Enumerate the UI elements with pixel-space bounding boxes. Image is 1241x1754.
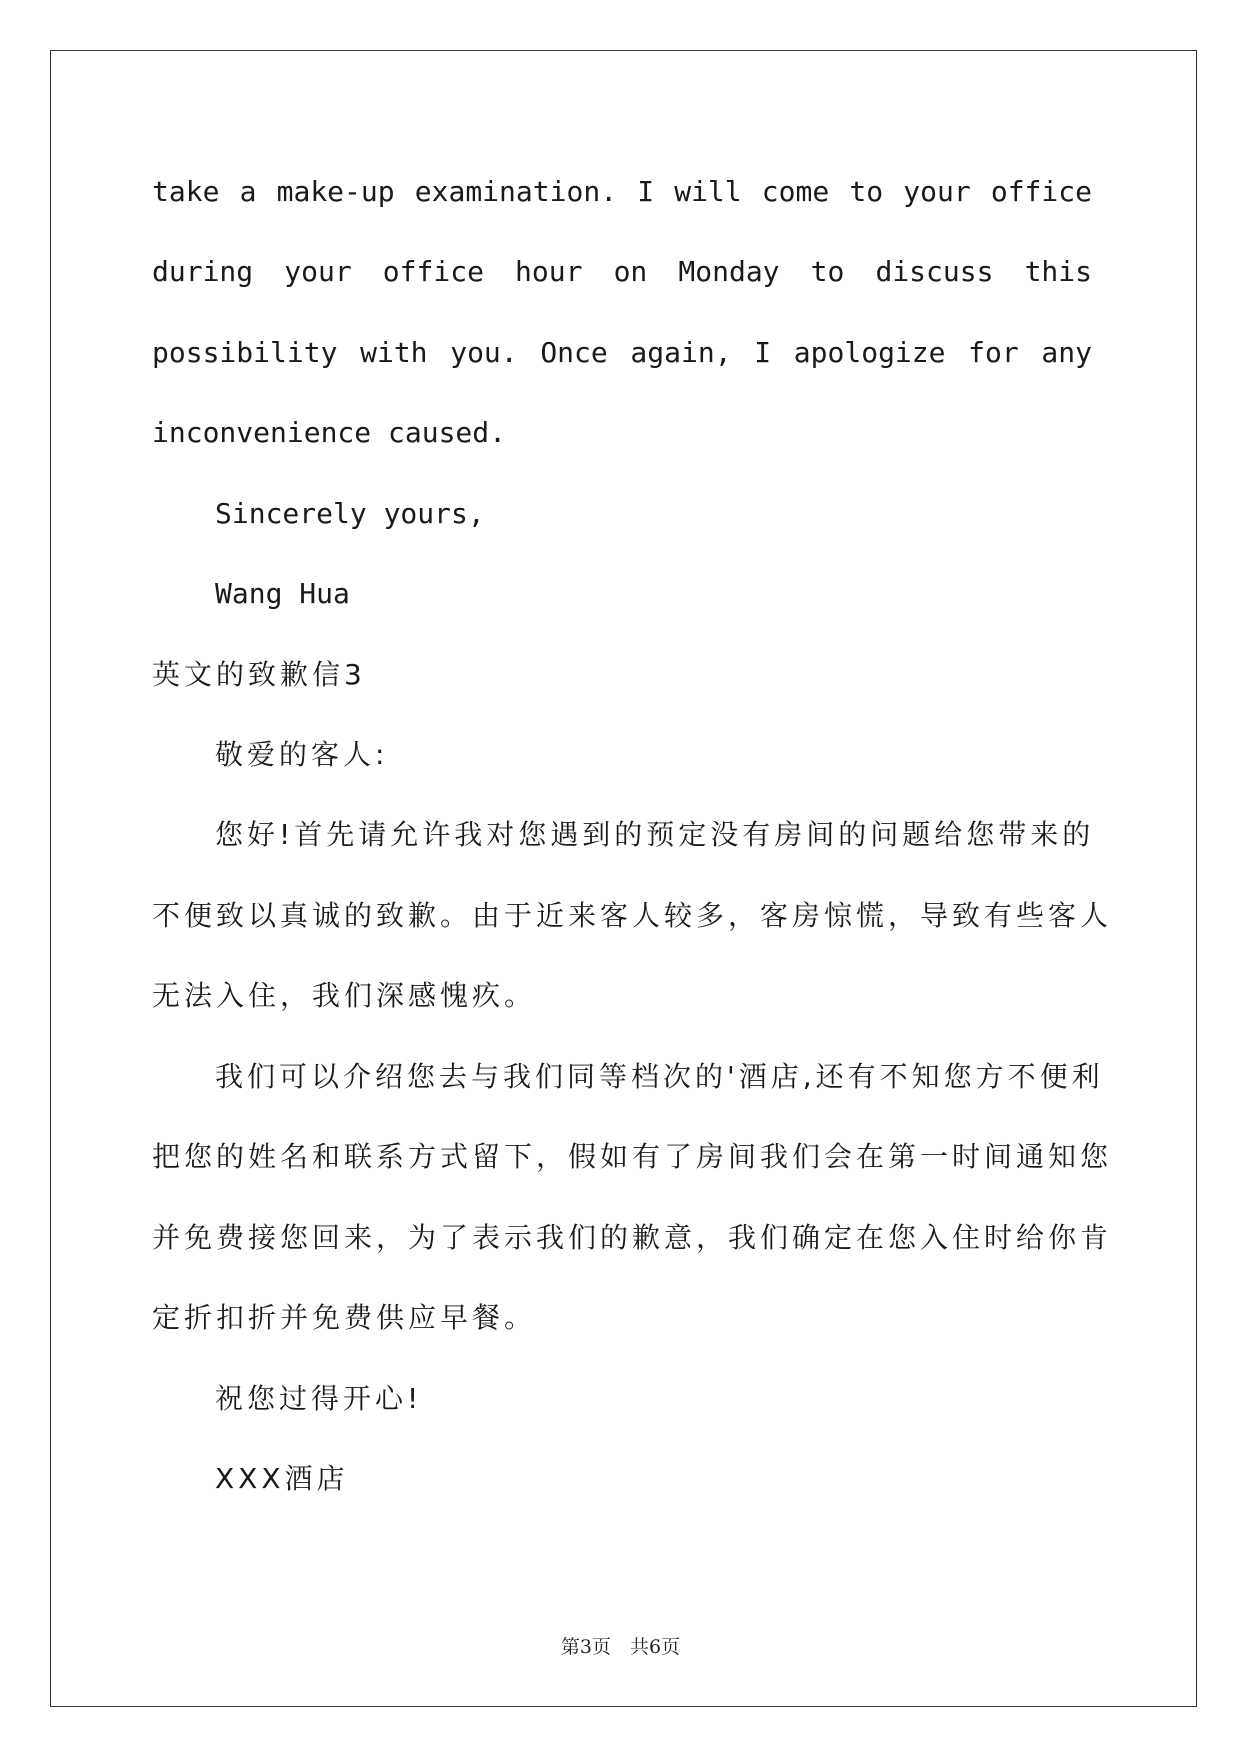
salutation: 敬爱的客人: [215, 738, 389, 771]
paragraph2-line-1: 我们可以介绍您去与我们同等档次的'酒店,还有不知您方不便利 [215, 1060, 1104, 1093]
english-line-1: take a make-up examination. I will come to your office [152, 175, 1092, 208]
signature: Wang Hua [215, 577, 350, 610]
paragraph2-line-4: 定折扣折并免费供应早餐。 [152, 1301, 537, 1334]
page-number-footer: 第3页 共6页 [560, 1636, 681, 1658]
wish: 祝您过得开心! [215, 1382, 423, 1415]
closing: Sincerely yours, [215, 497, 485, 530]
english-line-3: possibility with you. Once again, I apologize for any [152, 336, 1092, 369]
section-title: 英文的致歉信3 [152, 658, 366, 691]
paragraph2-line-2: 把您的姓名和联系方式留下，假如有了房间我们会在第一时间通知您 [152, 1140, 1113, 1173]
paragraph1-line-2: 不便致以真诚的致歉。由于近来客人较多，客房惊慌，导致有些客人 [152, 899, 1113, 932]
english-line-4: inconvenience caused. [152, 416, 507, 449]
sender: XXX酒店 [215, 1462, 349, 1495]
english-line-2: during your office hour on Monday to discuss this [152, 255, 1092, 288]
paragraph1-line-3: 无法入住，我们深感愧疚。 [152, 979, 537, 1012]
paragraph2-line-3: 并免费接您回来，为了表示我们的歉意，我们确定在您入住时给你肯 [152, 1221, 1113, 1254]
paragraph1-line-1: 您好!首先请允许我对您遇到的预定没有房间的问题给您带来的 [215, 818, 1095, 851]
